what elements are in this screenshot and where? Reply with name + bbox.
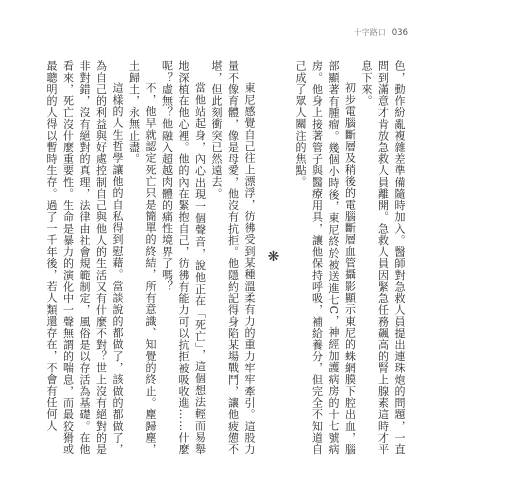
running-title: 十字路口 <box>353 28 386 37</box>
section-break-ornament: ❋ <box>265 249 282 266</box>
paragraph: 這樣的人生哲學讓他的自私得到慰藉。當談說的都做了，該做的都做了，為自己的利益與好處控制自己與他人的生活又有什麼不對？世上沒有絕對的是非對錯，沒有絕對的真理，法律由社會規範制定，風俗是以存活為基礎。在他看來，死亡沒什麼重要性。生命是暴力的演化中一聲無謂的喘息，而最狡猾或最聰明的人得以暫時生存。過了一千年後，若人類還存在，不會有任何人 <box>45 60 124 455</box>
paragraph: 當他站起身，內心出現一個聲音，說他正在「死亡」，這個想法輕而易舉地深植在他心裡。他的內在緊抱自己，彷彿有能力可以抗拒被吸收進……什麼呢？虛無？他融入超越肉體的痛性境界了嗎？ <box>160 60 207 455</box>
paragraph: 不，他早就認定死亡只是簡單的終結，所有意識、知覺的終止。塵歸塵，土歸土，永無止盡。 <box>127 60 157 455</box>
body-text <box>43 60 408 455</box>
paragraph: 色，動作紛亂複雜差準備隨時加入。醫師對急救人員提出連珠炮的問題，一直問到滿意才肯放急救人員離開。急救人員因緊急任務飆高的腎上腺素這時才平息下來。 <box>360 60 406 455</box>
page-header <box>354 27 408 38</box>
paragraph: 東尼感覺自己往上漂浮，彷彿受到某種溫柔有力的重力牢牢牽引。這股力量不像育體，像是母愛，他沒有抗拒。他隱約記得身陷某場戰鬥，讓他疲憊不堪，但此刻衝突已然遠去。 <box>210 60 256 455</box>
paragraph: 初步電腦斷層及稍後的電腦斷層血管攝影顯示東尼的蛛網膜下腔出血，腦部顯著有腫瘤。幾個小時後，東尼終於被送進七C，神經加護病房的十七號病房。他身上接著管子與醫療用具，讓他保持呼吸，補給養分，但完全不知道自己成了眾人關注的焦點。 <box>294 60 357 455</box>
page-number: 036 <box>391 28 408 38</box>
